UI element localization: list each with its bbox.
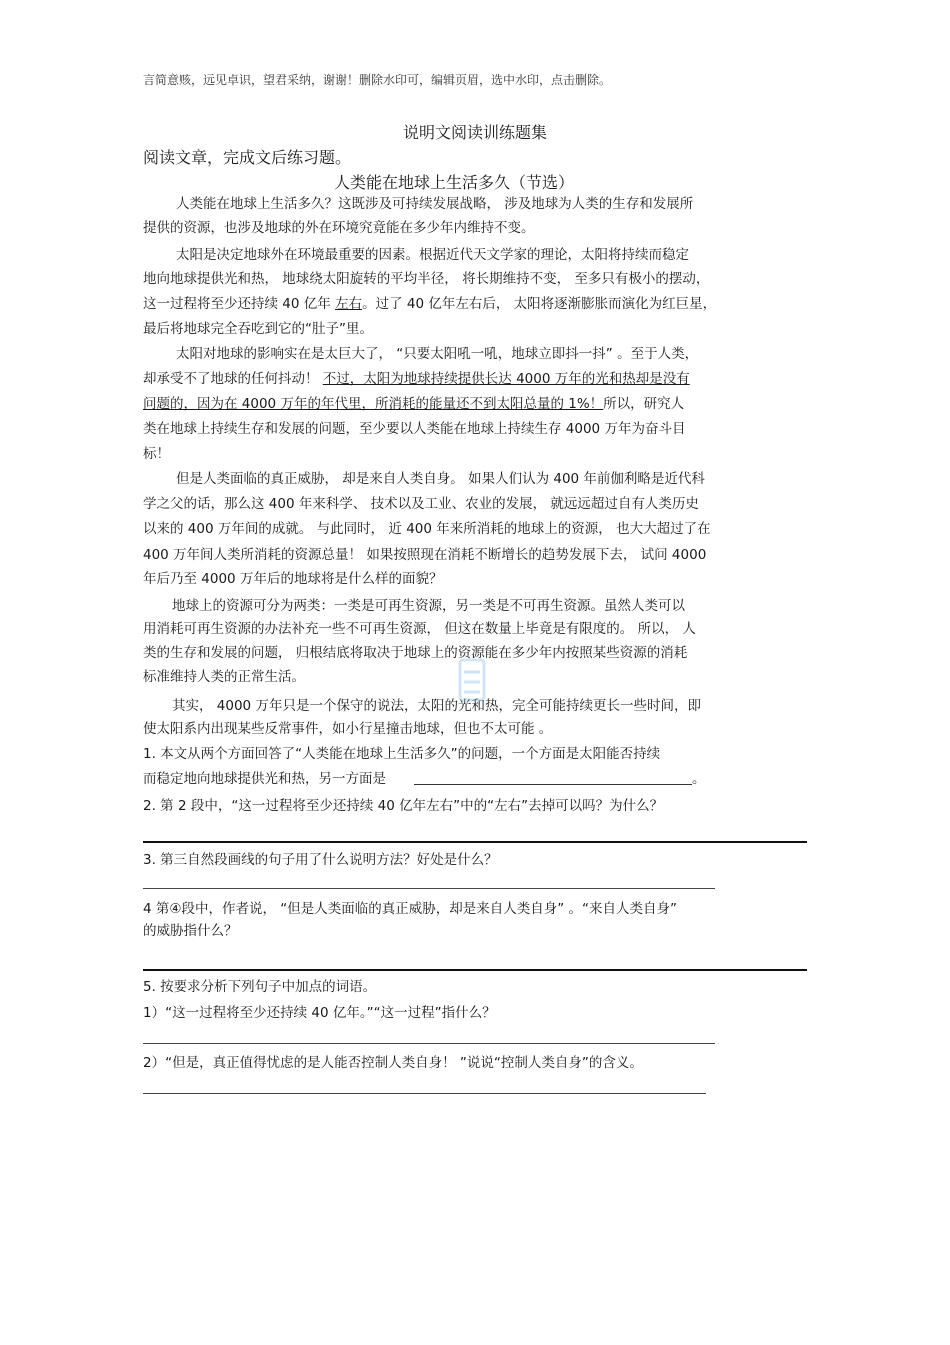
paragraph-2-line-4: 最后将地球完全吞吃到它的“肚子”里。 — [143, 321, 373, 337]
paragraph-1-line-1: 人类能在地球上生活多久？这既涉及可持续发展战略， 涉及地球为人类的生存和发展所 — [176, 196, 694, 212]
answer-line-q5-1[interactable] — [143, 1043, 715, 1044]
answer-line-q5-2[interactable] — [143, 1093, 706, 1094]
question-3: 3. 第三自然段画线的句子用了什么说明方法？好处是什么？ — [143, 852, 498, 868]
paragraph-4-line-4: 400 万年间人类所消耗的资源总量！ 如果按照现在消耗不断增长的趋势发展下去， 试问 4000 — [143, 547, 707, 563]
text-segment: 这一过程将至少还持续 40 亿年 — [143, 296, 336, 312]
paragraph-4-line-2: 学之父的话，那么这 400 年来科学、 技术以及工业、农业的发展， 就远远超过自有人类历史 — [143, 496, 699, 512]
page-title: 说明文阅读训练题集 — [402, 123, 547, 142]
article-title: 人类能在地球上生活多久（节选） — [333, 173, 574, 192]
question-2: 2. 第 2 段中，“这一过程将至少还持续 40 亿年左右”中的“左右”去掉可以吗？为什么？ — [143, 798, 664, 814]
text-segment: 。过了 40 亿年左右后， 太阳将逐渐膨胀而演化为红巨星， — [362, 296, 717, 312]
paragraph-2-line-3 — [143, 295, 716, 313]
paragraph-6-line-1: 其实， 4000 万年只是一个保守的说法，太阳的光和热，完全可能持续更长一些时间，即 — [172, 698, 701, 714]
paragraph-5-line-2: 用消耗可再生资源的办法补充一些不可再生资源， 但这在数量上毕竟是有限度的。 所以， 人 — [143, 621, 696, 637]
paragraph-4-line-1: 但是人类面临的真正威胁， 却是来自人类自身。 如果人们认为 400 年前伽利略是近代科 — [176, 471, 705, 487]
paragraph-3-line-4: 类在地球上持续生存和发展的问题，至少要以人类能在地球上持续生存 4000 万年为奋斗目 — [143, 421, 686, 437]
paragraph-2-line-2: 地向地球提供光和热， 地球绕太阳旋转的平均半径， 将长期维持不变， 至多只有极小的摆动， — [143, 271, 710, 287]
paragraph-5-line-4: 标准维持人类的正常生活。 — [143, 669, 305, 685]
question-4-line-2: 的威胁指什么？ — [143, 923, 238, 939]
watermark-icon — [452, 656, 492, 704]
question-5-1: 1）“这一过程将至少还持续 40 亿年。”“这一过程”指什么？ — [143, 1005, 496, 1021]
underlined-sentence: 不过，太阳为地球持续提供长达 4000 万年的光和热却是没有 — [322, 371, 690, 387]
question-1-line-2 — [143, 770, 706, 788]
dotted-word-zuoyou: 左右 — [335, 296, 363, 312]
text-segment: 所以，研究人 — [603, 396, 685, 412]
paragraph-4-line-3: 以来的 400 万年间的成就。 与此同时， 近 400 年来所消耗的地球上的资源， 也大大超过了在 — [143, 521, 711, 537]
text-segment: 却承受不了地球的任何抖动！ — [143, 371, 323, 387]
answer-line-q2[interactable] — [143, 841, 807, 843]
question-5: 5. 按要求分析下列句子中加点的词语。 — [143, 979, 377, 995]
paragraph-3-line-5: 标！ — [143, 446, 170, 462]
paragraph-3-line-2 — [143, 370, 690, 388]
paragraph-6-line-2: 使太阳系内出现某些反常事件，如小行星撞击地球，但也不太可能 。 — [143, 721, 553, 737]
question-1-answer-blank[interactable] — [414, 770, 692, 785]
answer-line-q3[interactable] — [143, 888, 715, 889]
paragraph-3-line-3 — [143, 395, 684, 413]
paragraph-2-line-1: 太阳是决定地球外在环境最重要的因素。根据近代天文学家的理论，太阳将持续而稳定 — [176, 247, 689, 263]
question-4-line-1: 4 第④段中，作者说， “但是人类面临的真正威胁，却是来自人类自身” 。“来自人类自身” — [143, 901, 678, 917]
paragraph-5-line-3: 类的生存和发展的问题， 归根结底将取决于地球上的资源能在多少年内按照某些资源的消耗 — [143, 645, 688, 661]
instruction: 阅读文章，完成文后练习题。 — [143, 148, 352, 167]
underlined-sentence: 问题的，因为在 4000 万年的年代里，所消耗的能量还不到太阳总量的 1%！ — [143, 396, 604, 412]
paragraph-3-line-1: 太阳对地球的影响实在是太巨大了， “只要太阳吼一吼，地球立即抖一抖” 。至于人类， — [176, 346, 699, 362]
answer-line-q4[interactable] — [143, 969, 807, 971]
question-1-end: 。 — [692, 771, 706, 787]
paragraph-4-line-5: 年后乃至 4000 万年后的地球将是什么样的面貌？ — [143, 571, 443, 587]
question-5-2: 2）“但是，真正值得忧虑的是人能否控制人类自身！ ”说说“控制人类自身”的含义。 — [143, 1055, 643, 1071]
question-1-line-1: 1. 本文从两个方面回答了“人类能在地球上生活多久”的问题，一个方面是太阳能否持续 — [143, 746, 661, 762]
paragraph-5-line-1: 地球上的资源可分为两类：一类是可再生资源，另一类是不可再生资源。虽然人类可以 — [172, 598, 685, 614]
paragraph-1-line-2: 提供的资源，也涉及地球的外在环境究竟能在多少年内维持不变。 — [143, 220, 535, 236]
question-1-text: 而稳定地向地球提供光和热，另一方面是 — [143, 771, 386, 787]
header-note: 言简意赅，远见卓识，望君采纳，谢谢！删除水印可，编辑页眉，选中水印，点击删除。 — [143, 73, 612, 87]
